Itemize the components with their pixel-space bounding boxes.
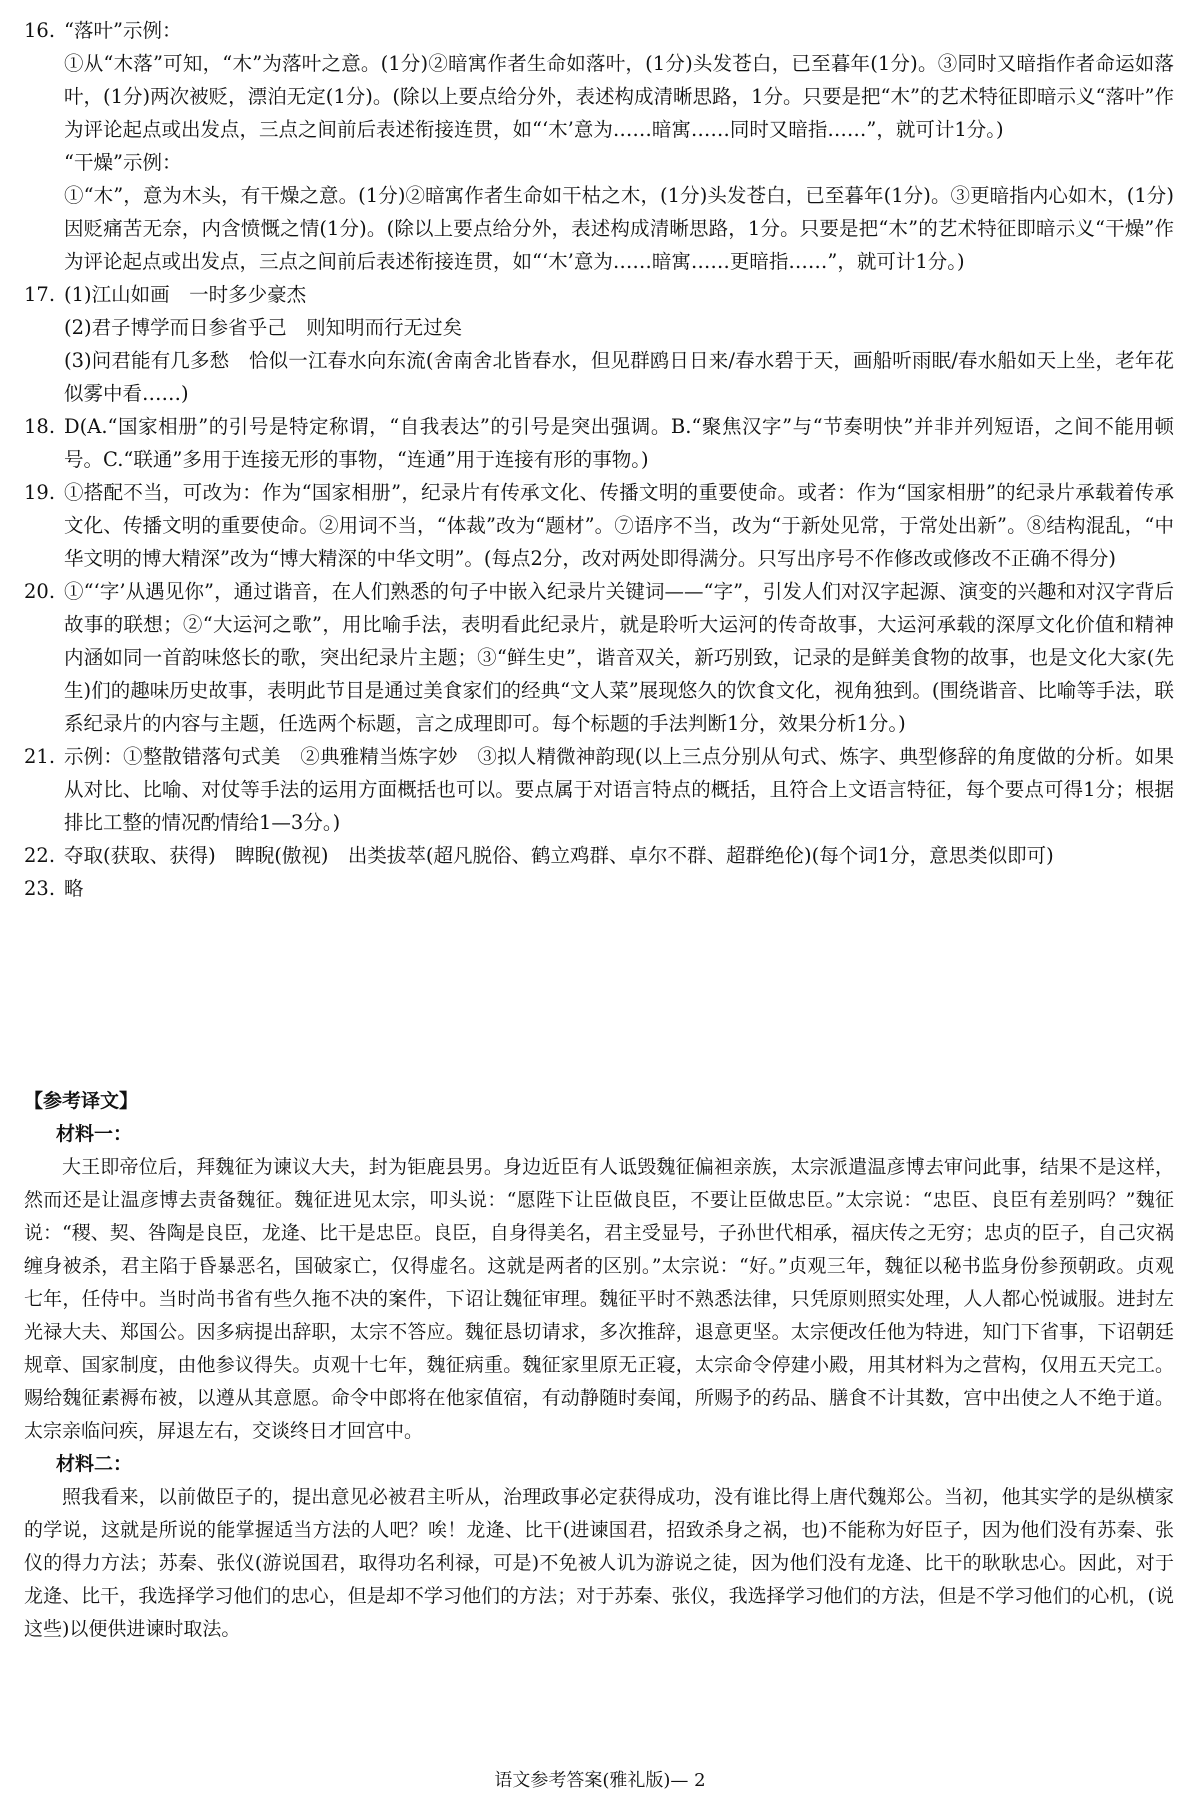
material-1-title: 材料一： bbox=[56, 1123, 133, 1145]
question-number: 20. bbox=[24, 580, 56, 603]
answer-list bbox=[24, 14, 1174, 905]
question-17 bbox=[24, 278, 1174, 410]
question-body bbox=[64, 278, 1174, 410]
answer-text: ①搭配不当，可改为：作为“国家相册”，纪录片有传承文化、传播文明的重要使命。或者：作为“国家相册”的纪录片承载着传承文化、传播文明的重要使命。②用词不当，“体裁”改为“题材”。⑦语序不当，改为“于新处见常，于常处出新”。⑧结构混乱，“中华文明的博大精深”改为“博大精深的中华文明”。(每点2分，改对两处即得满分。只写出序号不作修改或修改不正确不得分) bbox=[64, 481, 1174, 570]
question-body bbox=[64, 476, 1174, 575]
question-number: 16. bbox=[24, 19, 56, 42]
example-text-falling-leaves: ①从“木落”可知，“木”为落叶之意。(1分)②暗寓作者生命如落叶，(1分)头发苍白，已至暮年(1分)。③同时又暗指作者命运如落叶，(1分)两次被贬，漂泊无定(1分)。(除以上要点给分外，表述构成清晰思路，1分。只要是把“木”的艺术特征即暗示义“落叶”作为评论起点或出发点，三点之间前后表述衔接连贯，如“‘木’意为……暗寓……同时又暗指……”，就可计1分。) bbox=[64, 52, 1174, 141]
answer-line-3: (3)问君能有几多愁 恰似一江春水向东流(舍南舍北皆春水，但见群鸥日日来/春水碧于天，画船听雨眠/春水船如天上坐，老年花似雾中看……) bbox=[64, 349, 1174, 405]
page-footer: 语文参考答案(雅礼版)— 2 bbox=[494, 1770, 706, 1791]
example-title-dryness: “干燥”示例： bbox=[64, 151, 182, 174]
answer-line-2: (2)君子博学而日参省乎己 则知明而行无过矣 bbox=[64, 316, 463, 339]
question-21 bbox=[24, 740, 1174, 839]
question-20 bbox=[24, 575, 1174, 740]
question-body bbox=[64, 740, 1174, 839]
example-title-falling-leaves: “落叶”示例： bbox=[64, 19, 182, 42]
answer-text: 略 bbox=[64, 877, 84, 900]
question-number: 23. bbox=[24, 877, 56, 900]
example-text-dryness: ①“木”，意为木头，有干燥之意。(1分)②暗寓作者生命如干枯之木，(1分)头发苍白，已至暮年(1分)。③更暗指内心如木，(1分)因贬痛苦无奈，内含愤慨之情(1分)。(除以上要点给分外，表述构成清晰思路，1分。只要是把“木”的艺术特征即暗示义“干燥”作为评论起点或出发点，三点之间前后表述衔接连贯，如“‘木’意为……暗寓……更暗指……”，就可计1分。) bbox=[64, 184, 1174, 273]
question-number: 21. bbox=[24, 745, 56, 768]
answer-text: 示例：①整散错落句式美 ②典雅精当炼字妙 ③拟人精微神韵现(以上三点分别从句式、炼字、典型修辞的角度做的分析。如果从对比、比喻、对仗等手法的运用方面概括也可以。要点属于对语言特点的概括，且符合上文语言特征，每个要点可得1分；根据排比工整的情况酌情给1—3分。) bbox=[64, 745, 1174, 834]
question-18 bbox=[24, 410, 1174, 476]
question-body bbox=[64, 410, 1174, 476]
answer-line-1: (1)江山如画 一时多少豪杰 bbox=[64, 283, 307, 306]
question-body bbox=[64, 575, 1174, 740]
question-number: 17. bbox=[24, 283, 56, 306]
answer-text: ①“‘字’从遇见你”，通过谐音，在人们熟悉的句子中嵌入纪录片关键词——“字”，引发人们对汉字起源、演变的兴趣和对汉字背后故事的联想；②“大运河之歌”，用比喻手法，表明看此纪录片，就是聆听大运河的传奇故事，大运河承载的深厚文化价值和精神内涵如同一首韵味悠长的歌，突出纪录片主题；③“鲜生史”，谐音双关，新巧别致，记录的是鲜美食物的故事，也是文化大家(先生)们的趣味历史故事，表明此节目是通过美食家们的经典“文人菜”展现悠久的饮食文化，视角独到。(围绕谐音、比喻等手法，联系纪录片的内容与主题，任选两个标题，言之成理即可。每个标题的手法判断1分，效果分析1分。) bbox=[64, 580, 1174, 735]
question-body bbox=[64, 14, 1174, 278]
question-16 bbox=[24, 14, 1174, 278]
reference-translation bbox=[24, 1085, 1174, 1646]
material-2-text: 照我看来，以前做臣子的，提出意见必被君主听从，治理政事必定获得成功，没有谁比得上唐代魏郑公。当初，他其实学的是纵横家的学说，这就是所说的能掌握适当方法的人吧？唉！龙逄、比干(进谏国君，招致杀身之祸，也)不能称为好臣子，因为他们没有苏秦、张仪的得力方法；苏秦、张仪(游说国君，取得功名利禄，可是)不免被人讥为游说之徒，因为他们没有龙逄、比干的耿耿忠心。因此，对于龙逄、比干，我选择学习他们的忠心，但是却不学习他们的方法；对于苏秦、张仪，我选择学习他们的方法，但是不学习他们的心机，(说这些)以便供进谏时取法。 bbox=[24, 1486, 1174, 1640]
answer-text: D(A.“国家相册”的引号是特定称谓，“自我表达”的引号是突出强调。B.“聚焦汉字”与“节奏明快”并非并列短语，之间不能用顿号。C.“联通”多用于连接无形的事物，“连通”用于连接有形的事物。) bbox=[64, 415, 1174, 471]
translation-heading: 【参考译文】 bbox=[24, 1090, 139, 1112]
material-2-title: 材料二： bbox=[56, 1453, 133, 1475]
question-number: 19. bbox=[24, 481, 56, 504]
answer-text: 夺取(获取、获得) 睥睨(傲视) 出类拔萃(超凡脱俗、鹤立鸡群、卓尔不群、超群绝伦)(每个词1分，意思类似即可) bbox=[64, 844, 1054, 867]
material-1-text: 大王即帝位后，拜魏征为谏议大夫，封为钜鹿县男。身边近臣有人诋毁魏征偏袒亲族，太宗派遣温彦博去审问此事，结果不是这样，然而还是让温彦博去责备魏征。魏征进见太宗，叩头说：“愿陛下让臣做良臣，不要让臣做忠臣。”太宗说：“忠臣、良臣有差别吗？”魏征说：“稷、契、咎陶是良臣，龙逄、比干是忠臣。良臣，自身得美名，君主受显号，子孙世代相承，福庆传之无穷；忠贞的臣子，自己灾祸缠身被杀，君主陷于昏暴恶名，国破家亡，仅得虚名。这就是两者的区别。”太宗说：“好。”贞观三年，魏征以秘书监身份参预朝政。贞观七年，任侍中。当时尚书省有些久拖不决的案件，下诏让魏征审理。魏征平时不熟悉法律，只凭原则照实处理，人人都心悦诚服。进封左光禄大夫、郑国公。因多病提出辞职，太宗不答应。魏征恳切请求，多次推辞，退意更坚。太宗便改任他为特进，知门下省事，下诏朝廷规章、国家制度，由他参议得失。贞观十七年，魏征病重。魏征家里原无正寝，太宗命令停建小殿，用其材料为之营构，仅用五天完工。赐给魏征素褥布被，以遵从其意愿。命令中郎将在他家值宿，有动静随时奏闻，所赐予的药品、膳食不计其数，宫中出使之人不绝于道。太宗亲临问疾，屏退左右，交谈终日才回宫中。 bbox=[24, 1156, 1174, 1442]
question-body bbox=[64, 872, 1174, 905]
question-body bbox=[64, 839, 1174, 872]
question-23 bbox=[24, 872, 1174, 905]
question-number: 18. bbox=[24, 415, 56, 438]
question-number: 22. bbox=[24, 844, 56, 867]
question-22 bbox=[24, 839, 1174, 872]
question-19 bbox=[24, 476, 1174, 575]
